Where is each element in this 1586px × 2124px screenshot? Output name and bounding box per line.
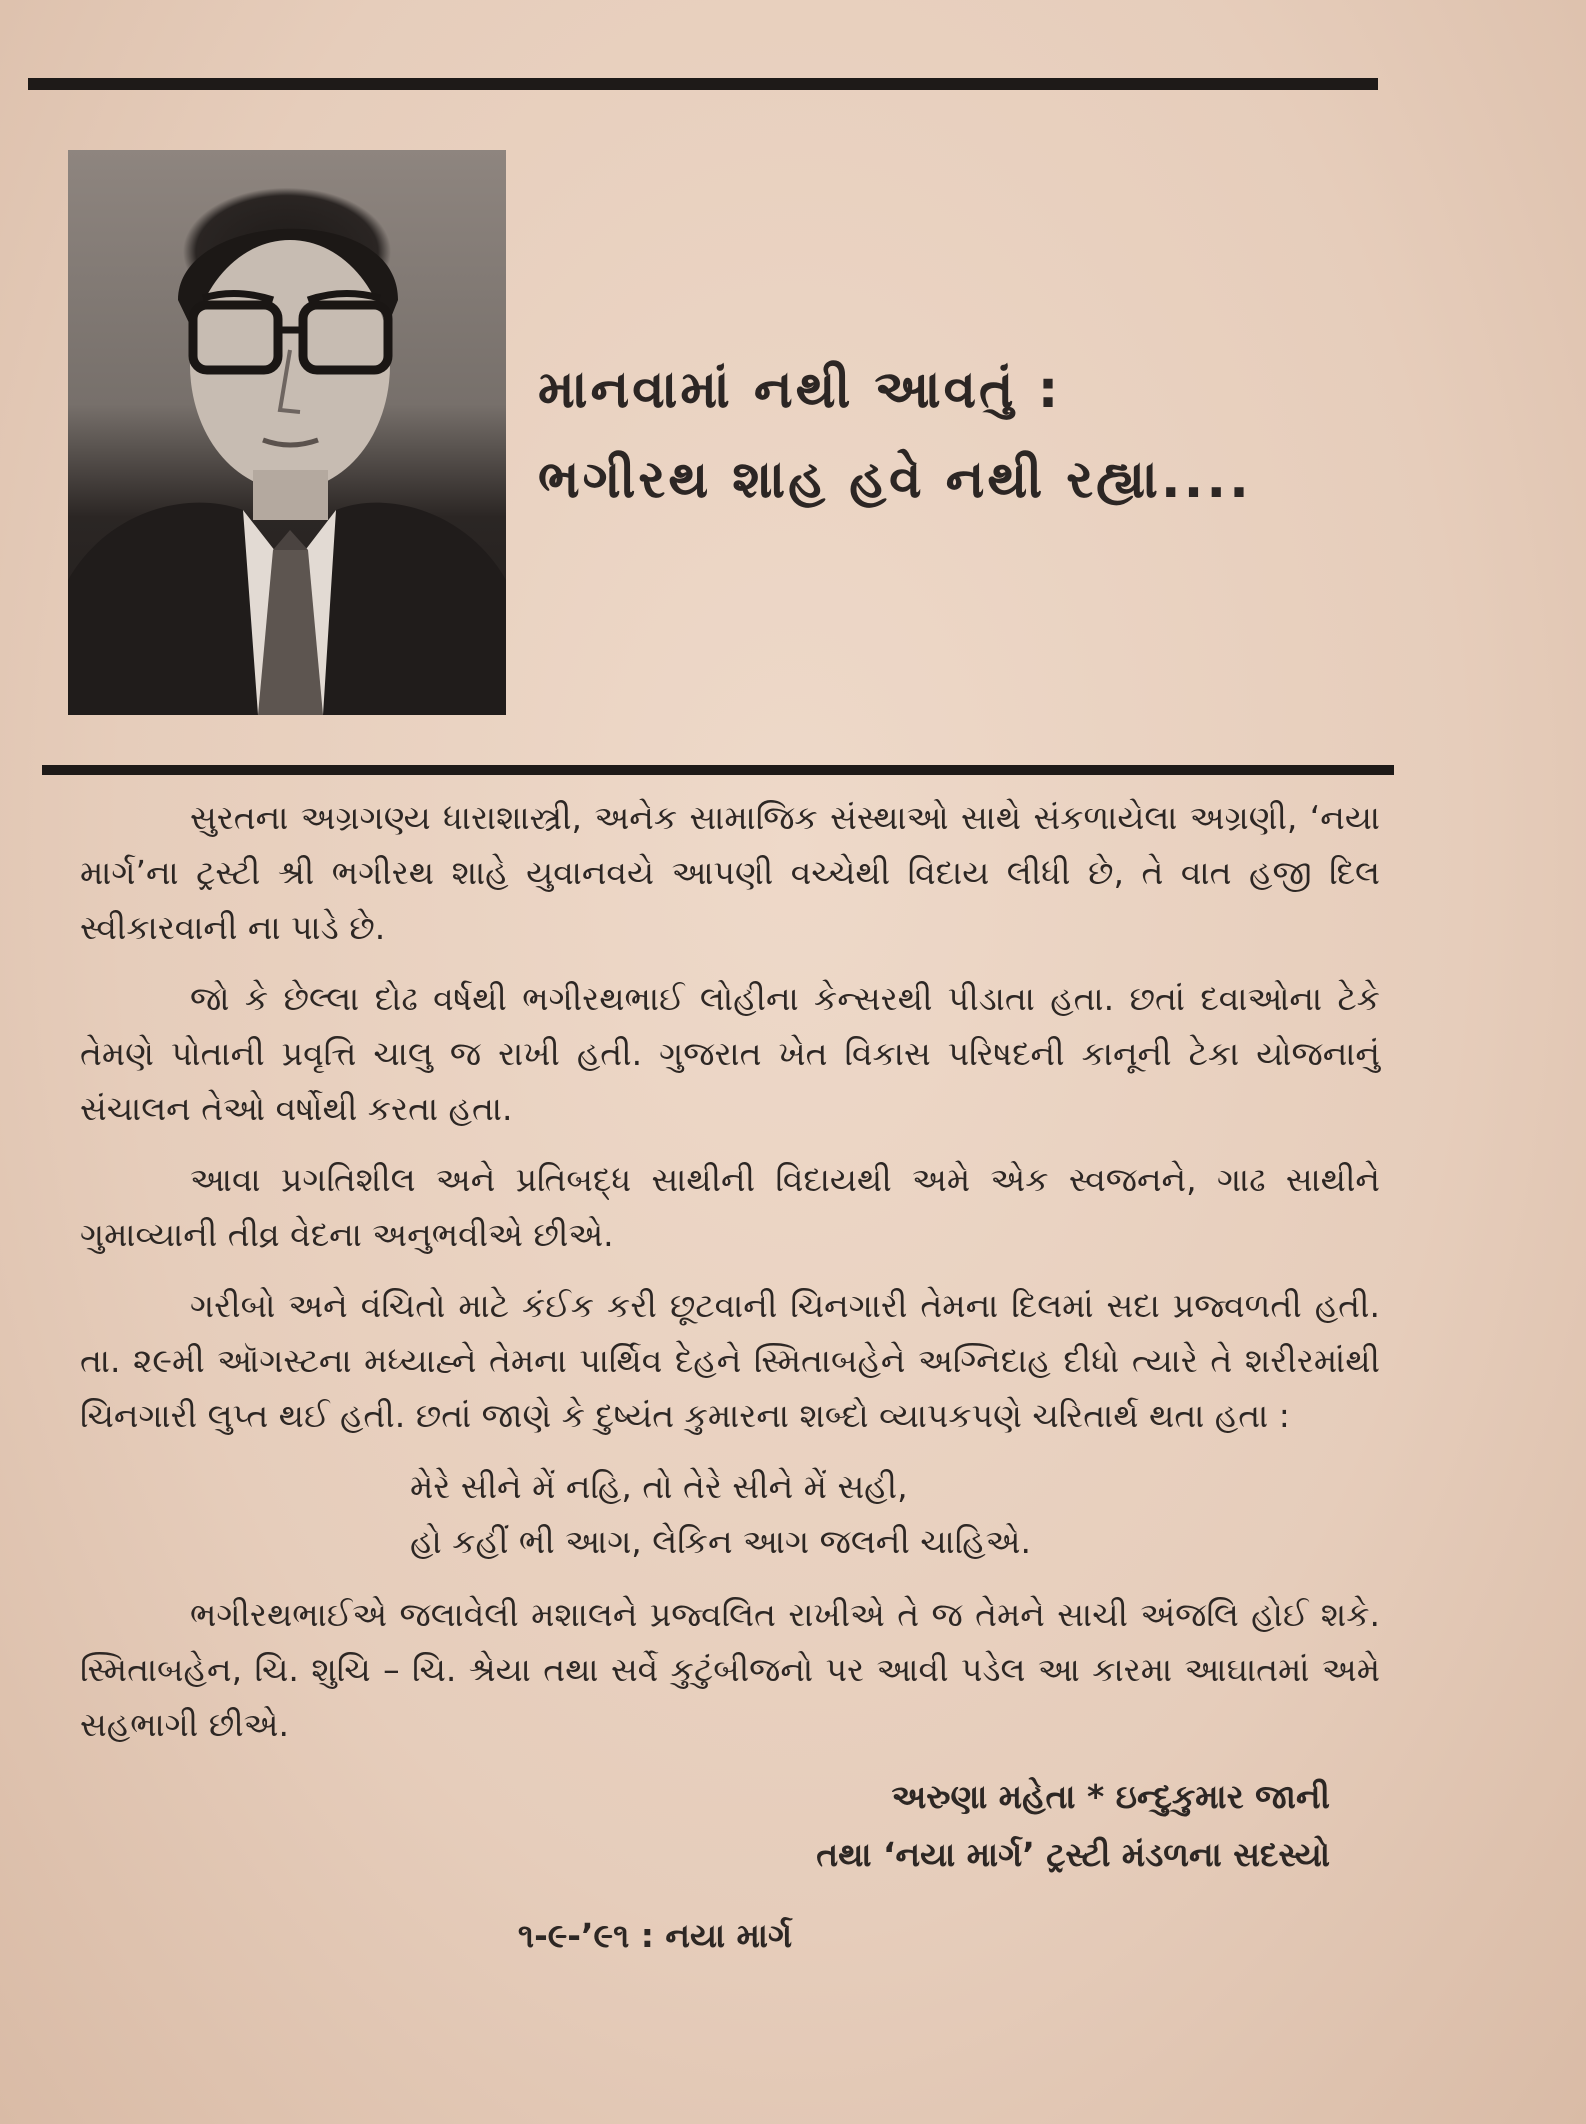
signature-line-1: અરુણા મહેતા * ઇન્દુકુમાર જાની [891,1777,1330,1816]
paragraph-1: સુરતના અગ્રગણ્ય ધારાશાસ્ત્રી, અનેક સામાજિક સંસ્થાઓ સાથે સંકળાયેલા અગ્રણી, ‘નયા માર્ગ’ના ટ્રસ્ટી શ્રી ભગીરથ શાહે યુવાનવયે આપણી વચ્ચેથી વિદાય લીધી છે, તે વાત હજી દિલ સ્વીકારવાની ના પાડે છે. [80,798,1380,947]
poem-quote [80,1459,1380,1569]
closing-paragraph: ભગીરથભાઈએ જલાવેલી મશાલને પ્રજ્વલિત રાખીએ તે જ તેમને સાચી અંજલિ હોઈ શકે. સ્મિતાબહેન, ચિ. શુચિ – ચિ. શ્રેયા તથા સર્વે કુટુંબીજનો પર આવી પડેલ આ કારમા આઘાતમાં અમે સહભાગી છીએ. [80,1595,1380,1744]
portrait-photo [68,150,506,715]
paragraph-4: ગરીબો અને વંચિતો માટે કંઈક કરી છૂટવાની ચિનગારી તેમના દિલમાં સદા પ્રજ્વળતી હતી. તા. ૨૯મી ઑગસ્ટના મધ્યાહ્ને તેમના પાર્થિવ દેહને સ્મિતાબહેને અગ્નિદાહ દીધો ત્યારે તે શરીરમાંથી ચિનગારી લુપ્ત થઈ હતી. છતાં જાણે કે દુષ્યંત કુમારના શબ્દો વ્યાપકપણે ચરિતાર્થ થતા હતા : [80,1286,1380,1435]
dateline: ૧-૯-’૯૧ : નયા માર્ગ [517,1916,793,1955]
headline-line-1: માનવામાં નથી આવતું : [538,360,1062,420]
paragraph-2: જો કે છેલ્લા દોઢ વર્ષથી ભગીરથભાઈ લોહીના કેન્સરથી પીડાતા હતા. છતાં દવાઓના ટેકે તેમણે પોતાની પ્રવૃત્તિ ચાલુ જ રાખી હતી. ગુજરાત ખેત વિકાસ પરિષદની કાનૂની ટેકા યોજનાનું સંચાલન તેઓ વર્ષોથી કરતા હતા. [80,979,1380,1128]
headline-line-2: ભગીરથ શાહ હવે નથી રહ્યા.... [538,450,1252,510]
portrait-illustration [68,150,506,715]
poem-line-1: મેરે સીને મેં નહિ, તો તેરે સીને મેં સહી, [410,1467,908,1506]
top-rule [28,78,1378,90]
signature-line-2: તથા ‘નયા માર્ગ’ ટ્રસ્ટી મંડળના સદસ્યો [816,1835,1330,1874]
poem-line-2: હો કહીં ભી આગ, લેકિન આગ જલની ચાહિએ. [410,1522,1031,1561]
article-body [80,790,1380,1963]
paragraph-3: આવા પ્રગતિશીલ અને પ્રતિબદ્ધ સાથીની વિદાયથી અમે એક સ્વજનને, ગાઢ સાથીને ગુમાવ્યાની તીવ્ર વેદના અનુભવીએ છીએ. [80,1160,1380,1254]
headline [538,345,1358,525]
middle-rule [42,765,1394,775]
signature-block [80,1768,1380,1884]
